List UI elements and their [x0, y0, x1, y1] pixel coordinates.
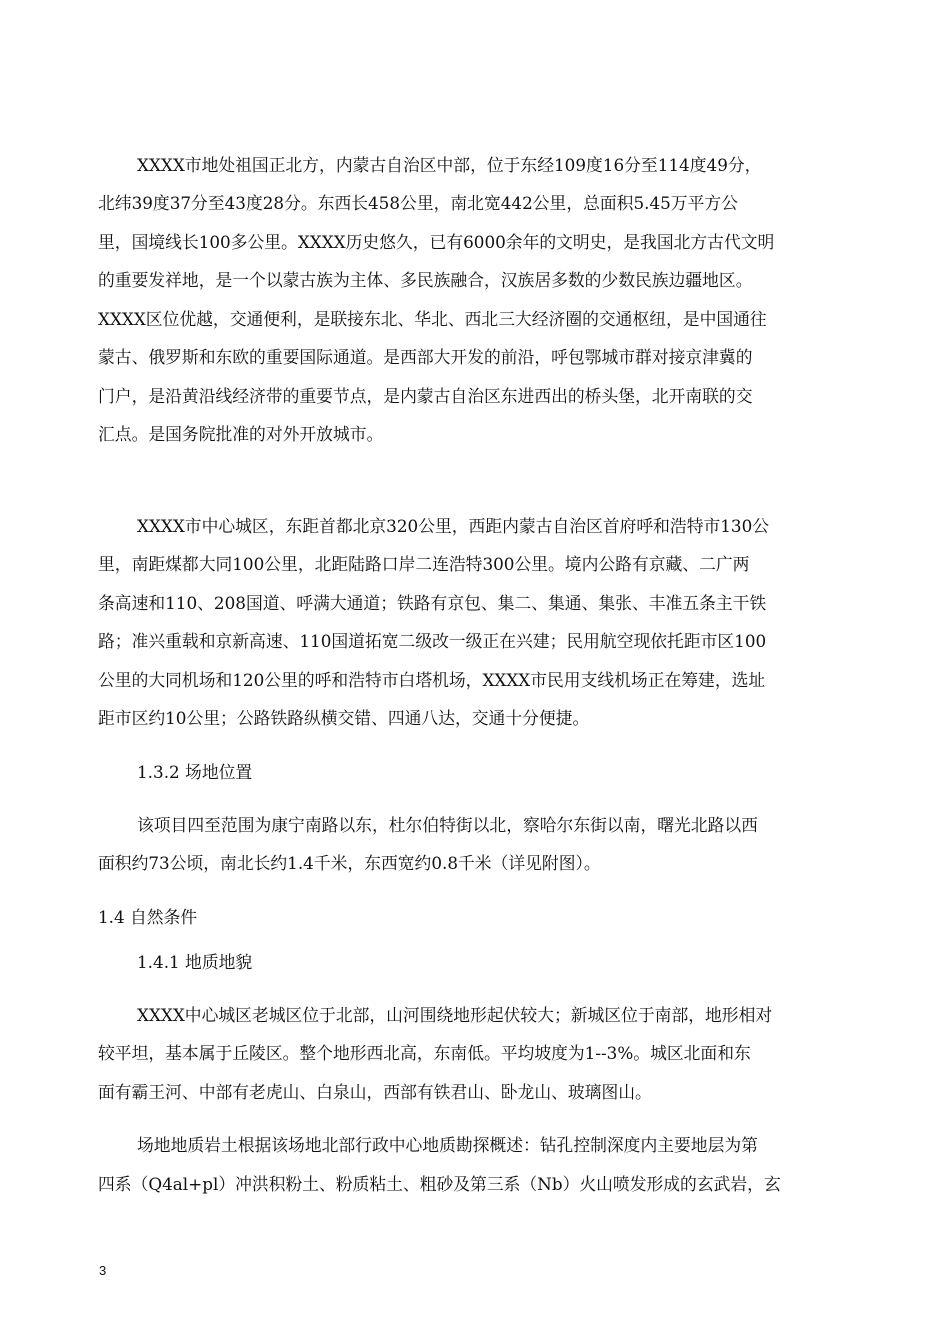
section-heading-1-3-2: 1.3.2 场地位置	[137, 762, 253, 782]
paragraph-1-line-9	[98, 461, 858, 485]
section-heading-1-4-1: 1.4.1 地质地貌	[137, 952, 253, 972]
paragraph-1-line-7: 门户，是沿黄沿线经济带的重要节点，是内蒙古自治区东进西出的桥头堡，北开南联的交	[98, 386, 753, 406]
paragraph-2-line-6: 距市区约10公里；公路铁路纵横交错、四通八达，交通十分便捷。	[98, 708, 590, 728]
section-heading-1-4: 1.4 自然条件	[98, 907, 198, 927]
paragraph-2-line-2: 里，南距煤都大同100公里，北距陆路口岸二连浩特300公里。境内公路有京藏、二广两	[98, 554, 750, 574]
paragraph-2-line-4: 路；准兴重载和京新高速、110国道拓宽二级改一级正在兴建；民用航空现依托距市区100	[98, 631, 767, 651]
paragraph-2-line-3: 条高速和110、208国道、呼满大通道；铁路有京包、集二、集通、集张、丰准五条主干铁	[98, 593, 767, 613]
rock-soil-paragraph-line-1: 场地地质岩土根据该场地北部行政中心地质勘探概述：钻孔控制深度内主要地层为第	[137, 1135, 758, 1155]
paragraph-1-line-1: XXXX市地处祖国正北方，内蒙古自治区中部，位于东经109度16分至114度49分，	[137, 155, 762, 175]
site-location-line-2: 面积约73公顷，南北长约1.4千米，东西宽约0.8千米（详见附图）。	[98, 853, 601, 873]
paragraph-1-line-8: 汇点。是国务院批准的对外开放城市。	[98, 424, 384, 444]
geology-paragraph-line-2: 较平坦，基本属于丘陵区。整个地形西北高，东南低。平均坡度为1--3%。城区北面和东	[98, 1043, 751, 1063]
paragraph-1-line-2: 北纬39度37分至43度28分。东西长458公里，南北宽442公里，总面积5.45万平方公	[98, 193, 738, 213]
paragraph-2-line-5: 公里的大同机场和120公里的呼和浩特市白塔机场，XXXX市民用支线机场正在筹建，选址	[98, 670, 766, 690]
paragraph-1-line-4: 的重要发祥地，是一个以蒙古族为主体、多民族融合，汉族居多数的少数民族边疆地区。	[98, 270, 753, 290]
paragraph-1-line-5: XXXX区位优越，交通便利，是联接东北、华北、西北三大经济圈的交通枢纽，是中国通往	[98, 309, 767, 329]
paragraph-1-line-3: 里，国境线长100多公里。XXXX历史悠久，已有6000余年的文明史，是我国北方古代文明	[98, 232, 775, 252]
site-location-line-1: 该项目四至范围为康宁南路以东，杜尔伯特街以北，察哈尔东街以南，曙光北路以西	[137, 815, 758, 835]
geology-paragraph-line-1: XXXX中心城区老城区位于北部，山河围绕地形起伏较大；新城区位于南部，地形相对	[137, 1005, 773, 1025]
rock-soil-paragraph-line-2: 四系（Q4al+pl）冲洪积粉土、粉质粘土、粗砂及第三系（Nb）火山喷发形成的玄武岩，玄	[98, 1174, 781, 1194]
paragraph-2-line-1: XXXX市中心城区，东距首都北京320公里，西距内蒙古自治区首府呼和浩特市130公	[137, 516, 770, 536]
geology-paragraph-line-3: 面有霸王河、中部有老虎山、白泉山，西部有铁君山、卧龙山、玻璃图山。	[98, 1082, 652, 1102]
paragraph-1-line-6: 蒙古、俄罗斯和东欧的重要国际通道。是西部大开发的前沿，呼包鄂城市群对接京津冀的	[98, 347, 753, 367]
page-number: 3	[99, 1263, 107, 1278]
